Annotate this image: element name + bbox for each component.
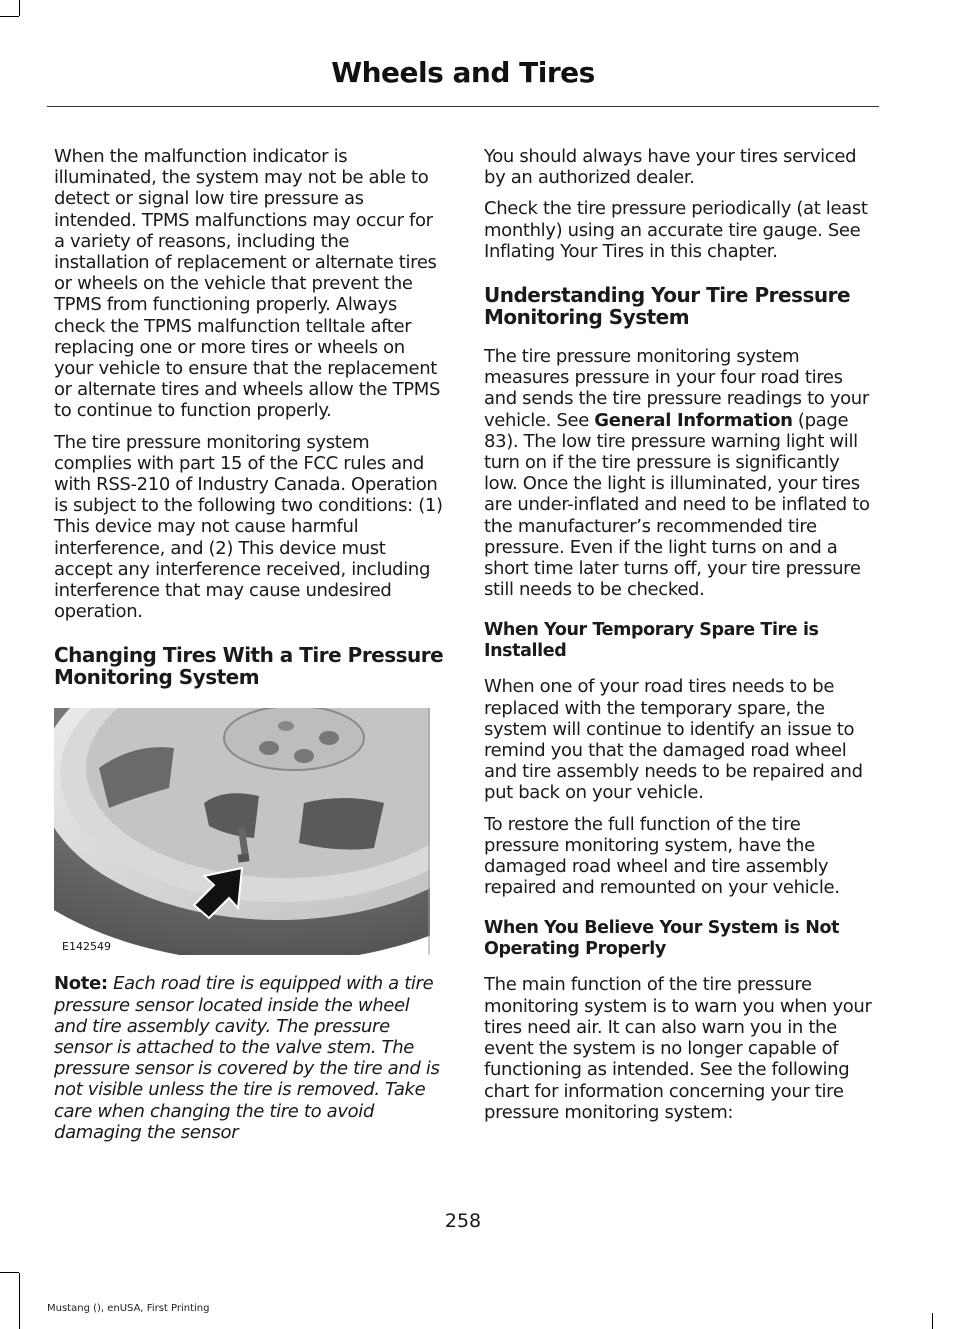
paragraph-malfunction: When the malfunction indicator is illuminated, the system may not be able to detect or signal low tire pressure as intended. TPMS malfunctions may occur for a variety of reasons, including the installation of replacement or alternate tires or wheels on the vehicle that prevent the TPMS from functioning properly. Always check the TPMS malfunction telltale after replacing one or more tires or wheels on your vehicle to ensure that the replacement or alternate tires and wheels allow the TPMS to continue to function properly.: [54, 146, 441, 422]
note-text: Each road tire is equipped with a tire pressure sensor located inside the wheel and tire assembly cavity. The pressure sensor is attached to the valve stem. The pressure sensor is covered by the tire and is not visible unless the tire is removed. Take care when changing the tire to avoid damaging the sensor: [54, 973, 440, 1143]
footer-text: Mustang (), enUSA, First Printing: [47, 1303, 210, 1314]
paragraph-tpms-measures: [484, 346, 876, 600]
left-column: [54, 146, 446, 1153]
paragraph-restore-function: To restore the full function of the tire pressure monitoring system, have the damaged road wheel and tire assembly repaired and remounted on your vehicle.: [484, 813, 840, 899]
wheel-illustration: [54, 708, 430, 955]
crop-mark: [0, 1272, 19, 1273]
paragraph-fcc: The tire pressure monitoring system complies with part 15 of the FCC rules and with RSS-210 of Industry Canada. Operation is subject to the following two conditions: (1) This device may not cause harmful interference, and (2) This device must accept any interference received, including interference that may cause undesired operation.: [54, 431, 443, 623]
figure-id: E142549: [62, 940, 111, 954]
crop-mark: [932, 1313, 933, 1329]
tire-valve-illustration: [54, 708, 430, 955]
tpms-text-b: (page 83). The low tire pressure warning light will turn on if the tire pressure is significantly low. Once the light is illuminated, your tires are under-inflated and need to be inflated to the manufacturer’s recommended tire pressure. Even if the light turns on and a short time later turns off, your tire pressure still needs to be checked.: [484, 409, 870, 601]
paragraph-check-pressure: Check the tire pressure periodically (at least monthly) using an accurate tire gauge. See Inflating Your Tires in this chapter.: [484, 198, 868, 262]
heading-changing-tires: Changing Tires With a Tire Pressure Monitoring System: [54, 643, 444, 690]
crop-mark: [0, 16, 19, 17]
general-information-link[interactable]: General Information: [594, 409, 793, 431]
tpms-text-a: The tire pressure monitoring system measures pressure in your four road tires and sends the tire pressure readings to your vehicle. See: [484, 346, 869, 431]
heading-understanding-tpms: Understanding Your Tire Pressure Monitoring System: [484, 283, 851, 330]
paragraph-main-function: The main function of the tire pressure monitoring system is to warn you when your tires need air. It can also warn you in the event the system is no longer capable of functioning as intended. See the following chart for information concerning your tire pressure monitoring system:: [484, 974, 872, 1123]
right-column: [484, 146, 876, 1133]
paragraph-servicing: You should always have your tires serviced by an authorized dealer.: [484, 146, 857, 189]
note-paragraph: [54, 973, 446, 1143]
heading-temporary-spare: When Your Temporary Spare Tire is Installed: [484, 620, 819, 662]
heading-system-not-operating: When You Believe Your System is Not Operating Properly: [484, 918, 840, 960]
page-title: Wheels and Tires: [331, 56, 595, 89]
crop-mark: [19, 1273, 20, 1329]
paragraph-spare-replaced: When one of your road tires needs to be replaced with the temporary spare, the system will continue to identify an issue to remind you that the damaged road wheel and tire assembly needs to be repaired and put back on your vehicle.: [484, 676, 863, 804]
header-rule: [47, 106, 879, 107]
crop-mark: [19, 0, 20, 16]
page-number: 258: [444, 1210, 482, 1232]
note-label: Note:: [54, 973, 108, 995]
